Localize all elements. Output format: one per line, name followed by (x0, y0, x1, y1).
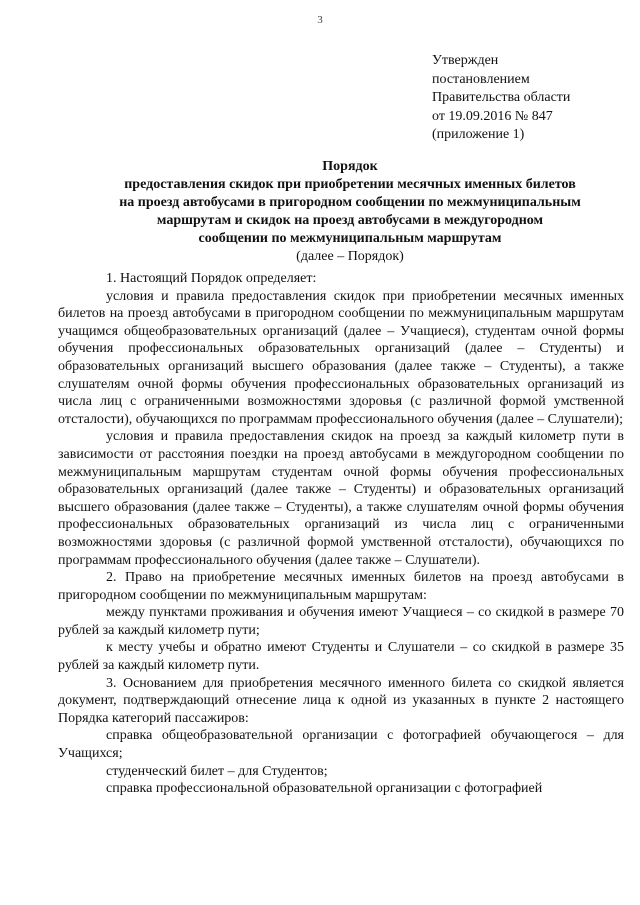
paragraph: 3. Основанием для приобретения месячного именного билета со скидкой является документ, подтверждающий отнесение лица к одной из указанных в пункте 2 настоящего Порядка категорий пассажиров: (58, 675, 624, 726)
title-subtitle-line: сообщении по межмуниципальным маршрутам (198, 231, 502, 246)
paragraph: условия и правила предоставления скидок при приобретении месячных именных билетов на проезд автобусами в пригородном сообщении по межмуниципальным маршрутам учащимся общеобразовательных организаций (далее – Учащиеся), студентам очной формы обучения профессиональных образовательных организаций (далее – Студенты) и образовательных организаций высшего образования (далее также – Студенты), а также слушателям очной формы обучения профессиональных образовательных организаций из числа лиц с ограниченными возможностями здоровья (с различной формой умственной отсталости), обучающихся по программам профессионального обучения (далее – Слушатели); (58, 288, 624, 427)
approval-line: (приложение 1) (432, 127, 525, 142)
paragraph: условия и правила предоставления скидок на проезд за каждый километр пути в зависимости от расстояния поездки на проезд автобусами в междугородном сообщении по межмуниципальным маршрутам студентам очной формы обучения профессиональных образовательных организаций (далее также – Студенты) и образовательных организаций высшего образования (далее также – Студенты), а также слушателям очной формы обучения профессиональных образовательных организаций из числа лиц с ограниченными возможностями здоровья (с различной формой умственной отсталости), обучающихся по программам профессионального обучения (далее также – Слушатели). (58, 429, 624, 568)
approval-stamp (432, 52, 632, 145)
paragraph: между пунктами проживания и обучения имеют Учащиеся – со скидкой в размере 70 рублей за каждый километр пути; (58, 605, 624, 638)
paragraph: к месту учебы и обратно имеют Студенты и Слушатели – со скидкой в размере 35 рублей за каждый километр пути. (58, 640, 624, 674)
paragraph: 1. Настоящий Порядок определяет: (106, 271, 317, 286)
approval-line: от 19.09.2016 № 847 (432, 108, 553, 124)
paragraph: справка профессиональной образовательной организации с фотографией (106, 781, 543, 797)
title-subtitle-line: на проезд автобусами в пригородном сообщении по межмуниципальным (119, 195, 581, 210)
document-title (60, 158, 640, 266)
title-abbreviation: (далее – Порядок) (296, 249, 404, 264)
document-body (58, 270, 624, 798)
approval-line: постановлением (432, 71, 530, 87)
title-heading: Порядок (322, 159, 378, 174)
page-number: 3 (317, 14, 323, 26)
title-subtitle-line: предоставления скидок при приобретении месячных именных билетов (124, 177, 576, 192)
approval-line: Правительства области (432, 90, 571, 105)
approval-line: Утвержден (432, 53, 499, 68)
paragraph: справка общеобразовательной организации с фотографией обучающегося – для Учащихся; (58, 728, 624, 762)
title-subtitle-line: маршрутам и скидок на проезд автобусами в междугородном (156, 213, 544, 228)
paragraph: 2. Право на приобретение месячных именных билетов на проезд автобусами в пригородном сообщении по межмуниципальным маршрутам: (58, 570, 624, 603)
paragraph: студенческий билет – для Студентов; (106, 763, 328, 779)
